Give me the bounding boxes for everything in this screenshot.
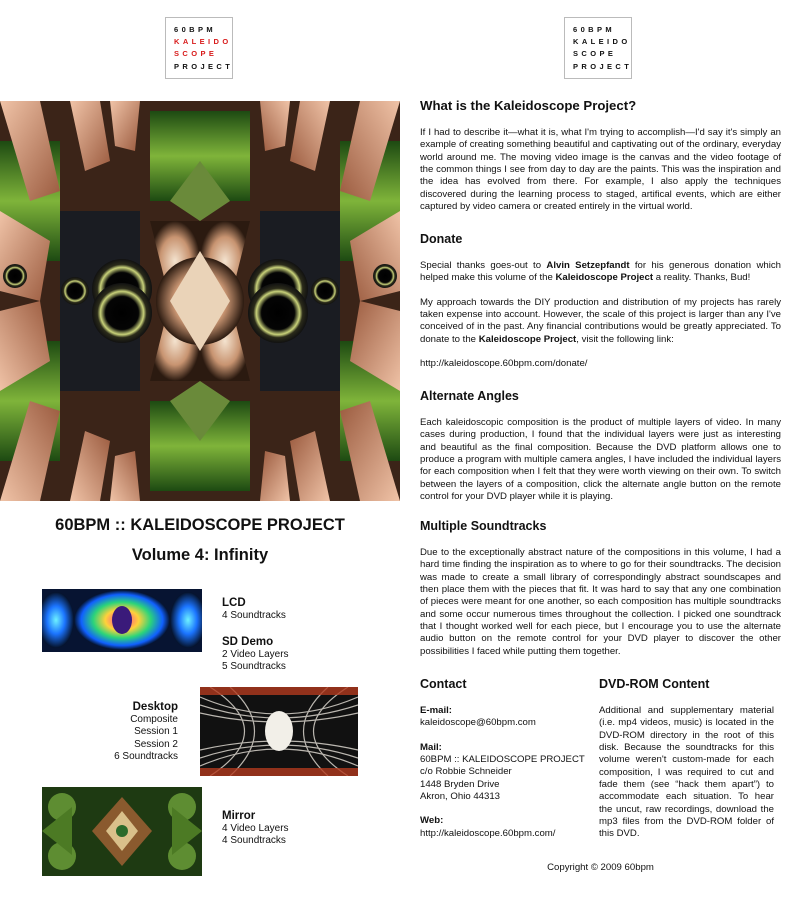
donate-appeal-paragraph <box>420 297 781 346</box>
desktop-line-2: Session 1 <box>134 726 178 738</box>
kaleidoscope-collage-image <box>0 101 400 501</box>
desktop-info <box>110 700 178 764</box>
email-label: E-mail: <box>420 705 452 716</box>
what-body: If I had to describe it—what it is, what I'm trying to accomplish—I'd say it's simply an example of creating something beautiful and captivating out of the ordinary, everyday world around me. The moving video image is the canvas and the video footage of the common things I see from day to day are the paints. This was the inspiration and the idea has evolved from there. For example, I also apply the techniques discovered during the learning process to staged, artifical events, which are either captured by video camera or created entirely in the virtual world. <box>420 127 781 213</box>
soundtracks-section <box>420 547 781 658</box>
email-link[interactable]: kaleidoscope@60bpm.com <box>420 717 536 729</box>
mail-line-2: c/o Robbie Schneider <box>420 766 512 778</box>
contact-heading: Contact <box>420 677 467 691</box>
lcd-info <box>222 596 286 622</box>
logo-left <box>165 17 233 79</box>
donate-text-1: Special thanks goes-out to <box>420 260 547 271</box>
logo-line-4: PROJECT <box>174 61 234 71</box>
donate-link[interactable]: http://kaleidoscope.60bpm.com/donate/ <box>420 358 588 370</box>
web-label: Web: <box>420 815 444 827</box>
mail-label: Mail: <box>420 741 442 753</box>
lcd-thumbnail <box>42 589 202 652</box>
donate-section <box>420 260 781 370</box>
mirror-line-2: 4 Soundtracks <box>222 835 286 847</box>
donor-name: Alvin Setzepfandt <box>546 260 630 271</box>
donate-thanks-paragraph <box>420 260 781 285</box>
logo-line-2: KALEIDO <box>174 37 232 47</box>
mail-line-3: 1448 Bryden Drive <box>420 778 500 790</box>
lcd-line-1: 4 Soundtracks <box>222 610 286 621</box>
donate-text-4: My approach towards the DIY production and distribution of my projects has rarely taken expense into account. However, the scale of this project is larger than any I've conceived of in the past. Any financial contributions would be greatly appreciated. To donate to the <box>420 296 781 345</box>
donate-text-5: , visit the following link: <box>576 333 674 345</box>
angles-section <box>420 417 781 503</box>
donate-heading: Donate <box>420 232 463 246</box>
disc-title: 60BPM :: KALEIDOSCOPE PROJECT <box>55 516 345 534</box>
desktop-name: Desktop <box>132 701 178 713</box>
mirror-name: Mirror <box>222 810 256 822</box>
project-name: Kaleidoscope Project <box>555 272 654 284</box>
sd-demo-line-1: 2 Video Layers <box>222 649 289 660</box>
sd-demo-line-2: 5 Soundtracks <box>222 661 286 673</box>
what-heading: What is the Kaleidoscope Project? <box>420 98 637 113</box>
dvdrom-heading: DVD-ROM Content <box>599 677 710 691</box>
soundtracks-body: Due to the exceptionally abstract nature of the compositions in this volume, I had a hard time finding the inspiration as to where to go for their soundtracks. The decision was made to create a small library of correspondingly abstract soundscapes and then place them with the pieces that fit. It was hard to say that any one combination of pieces were meant for one another, so each composition has multiple soundtracks and some occur numerous times throughout the collection. I picked one soundtrack that I thought worked well for each piece, but I encourage you to use the alternate audio button on the remote control for your DVD player to discover the other possibilities I faced while putting them together. <box>420 547 781 657</box>
soundtracks-heading: Multiple Soundtracks <box>420 519 547 533</box>
donate-text-3: a reality. Thanks, Bud! <box>653 272 751 284</box>
desktop-thumbnail <box>200 687 358 776</box>
logo-line-2: KALEIDO <box>573 37 631 47</box>
desktop-line-3: Session 2 <box>134 738 178 750</box>
logo-right <box>564 17 632 79</box>
mail-line-1: 60BPM :: KALEIDOSCOPE PROJECT <box>420 754 585 766</box>
mirror-info <box>222 809 289 848</box>
project-name: Kaleidoscope Project <box>478 333 577 345</box>
dvdrom-body: Additional and supplementary material (i.e. mp4 videos, music) is located in the DVD-ROM directory in the root of this disk. Because the soundtracks for this volume weren't custom-made for each composition, I was required to cut and fade them (see “hack them apart”) to accommodate each situation. To hear the uncut, raw recordings, download the mp3 files from the DVD-ROM folder of this DVD. <box>599 705 774 840</box>
logo-line-3: SCOPE <box>573 49 617 59</box>
copyright: Copyright © 2009 60bpm <box>547 862 654 873</box>
volume-title: Volume 4: Infinity <box>131 546 269 564</box>
lcd-name: LCD <box>222 597 246 609</box>
sd-demo-info <box>222 635 289 674</box>
desktop-line-4: 6 Soundtracks <box>114 751 178 763</box>
web-link[interactable]: http://kaleidoscope.60bpm.com/ <box>420 827 556 839</box>
mirror-line-1: 4 Video Layers <box>222 823 289 834</box>
dvdrom-section <box>599 705 774 841</box>
angles-body: Each kaleidoscopic composition is the product of multiple layers of video. In many cases during production, I found that the individual layers were just as interesting and beautiful as the final composition. Because the DVD platform allows one to produce a program with multiple camera angles, I have included the individual layers for each composition when I felt that they were worth viewing on their own. To switch between the layers of a composition, click the alternate angle button on the remote control for your DVD player while it is playing. <box>420 417 781 503</box>
logo-line-4: PROJECT <box>573 61 633 71</box>
logo-line-1: 60BPM <box>573 25 616 34</box>
what-section <box>420 127 781 213</box>
collage-art <box>0 101 400 501</box>
logo-line-1: 60BPM <box>174 25 217 34</box>
contact-section <box>420 705 595 840</box>
donate-text-2: for his generous donation which helped make this volume of the <box>420 260 781 284</box>
angles-heading: Alternate Angles <box>420 389 519 403</box>
desktop-line-1: Composite <box>130 714 178 725</box>
mirror-thumbnail <box>42 787 202 876</box>
sd-demo-name: SD Demo <box>222 636 274 648</box>
mail-line-4: Akron, Ohio 44313 <box>420 791 501 803</box>
logo-line-3: SCOPE <box>174 49 218 59</box>
